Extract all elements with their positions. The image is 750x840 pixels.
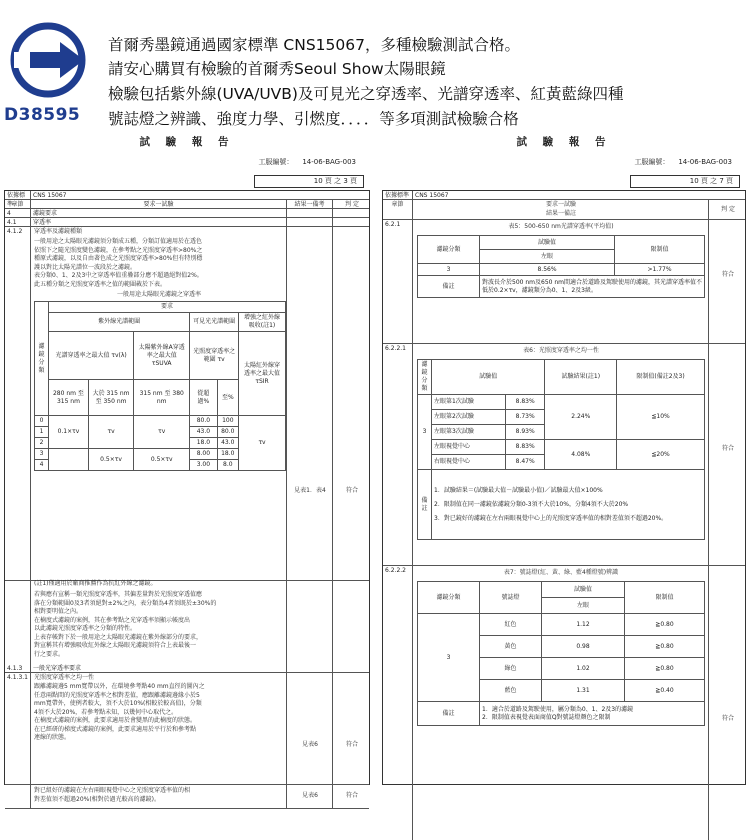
col-uv: 紫外線光譜範圍 bbox=[49, 313, 190, 332]
section-text: 濾鏡要求 bbox=[31, 209, 287, 217]
verdict-value: 符合 bbox=[345, 792, 358, 799]
headline-4: 號誌燈之辨識、強度力學、引燃度．．．．等多項測試檢驗合格 bbox=[108, 110, 519, 128]
classification-paragraph: 一般用途之太陽眼光濾鏡須分類成五種，分類訂值適用於在透色 依照下之隨光照度變色濾鏡，在參考點之光照度穿透率>80%之 種原式濾鏡，以及自由著色成之光照度穿透率>80%但有特別穩 護以對比太陽光譜位一波段於之濾鏡。 表分類0、1、2及3中之穿透率值重疊部分應不超過絕對值2%。 此五種分類之光照度穿透率之值的範圍載於下表。 bbox=[34, 238, 203, 288]
from-cell: 80.0 bbox=[190, 416, 217, 427]
to-cell: 8.0 bbox=[217, 460, 239, 471]
section-label: 章節 bbox=[383, 200, 413, 219]
test-value: 8.83% bbox=[505, 440, 545, 455]
headline-2: 請安心購買有檢驗的首爾秀Seoul Show太陽眼鏡 bbox=[108, 60, 446, 78]
limit-cell: ≦10% bbox=[617, 395, 705, 440]
col-visible: 可見光光譜範圍 bbox=[190, 313, 239, 332]
report-code: 工服編號： 14-06-BAG-003 bbox=[258, 158, 356, 166]
note-label: 備註 bbox=[418, 470, 432, 540]
result-reference: 見表1．表4 bbox=[294, 487, 326, 494]
signal-value: 1.12 bbox=[542, 614, 625, 636]
test-label: 左眼第3次試驗 bbox=[432, 425, 506, 440]
col-tv-range: 光照度穿透率之範圍 τv bbox=[190, 332, 239, 380]
col-class: 濾鏡分類 bbox=[418, 360, 432, 395]
expr-cell: τv bbox=[88, 416, 133, 449]
verdict-value: 符合 bbox=[721, 445, 734, 452]
verdict-label: 判 定 bbox=[721, 206, 735, 213]
table-caption: 表6：光照度穿透率之均一性 bbox=[523, 347, 599, 354]
section-number: 4.1.3.1 bbox=[5, 673, 31, 784]
signal-color: 紅色 bbox=[480, 614, 542, 636]
section-number: 4.1.3 bbox=[5, 664, 31, 672]
test-value: 8.93% bbox=[505, 425, 545, 440]
col-eye: 左眼 bbox=[542, 598, 625, 614]
report-title: 試 驗 報 告 bbox=[516, 136, 612, 148]
class-cell: 3 bbox=[418, 395, 432, 470]
standard-label: 依據標準 bbox=[5, 191, 31, 199]
sub-280: 280 nm 至 315 nm bbox=[49, 380, 89, 416]
from-cell: 43.0 bbox=[190, 427, 217, 438]
to-cell: 18.0 bbox=[217, 449, 239, 460]
signal-limit: ≧0.80 bbox=[625, 614, 705, 636]
col-eye: 左眼 bbox=[480, 250, 615, 264]
standard-value: CNS 15067 bbox=[415, 192, 449, 199]
section-text: 一般光穿透率要求 bbox=[31, 664, 287, 672]
class-cell: 4 bbox=[35, 460, 49, 471]
test-label: 左眼視覺中心 bbox=[432, 440, 506, 455]
section-text: 光照度穿透率之均一性 bbox=[34, 674, 95, 681]
verdict-value: 符合 bbox=[345, 741, 358, 748]
col-class: 濾鏡分類 bbox=[418, 582, 480, 614]
from-cell: 18.0 bbox=[190, 438, 217, 449]
test-value: 8.47% bbox=[505, 455, 545, 470]
section-number: 4.1 bbox=[5, 218, 31, 226]
table-note: (註1)僅適用於廠商推薦作為抗紅外線之濾鏡。 bbox=[34, 580, 157, 587]
to-cell: 43.0 bbox=[217, 438, 239, 449]
sub-380: 315 nm 至 380 nm bbox=[134, 380, 190, 416]
pair-paragraph: 對已組好的濾鏡在左右兩眼視覺中心之光照度穿透率值的相 對差值須不超過20%(相對於過光較高的濾鏡)。 bbox=[34, 787, 191, 803]
result-cell: 2.24% bbox=[545, 395, 617, 440]
signal-value: 0.98 bbox=[542, 636, 625, 658]
col-test: 試驗值 bbox=[542, 582, 625, 598]
requirement-label: 要求一試驗 bbox=[545, 201, 576, 208]
section-number: 6.2.2.2 bbox=[383, 566, 413, 840]
to-cell: 100 bbox=[217, 416, 239, 427]
test-value: 8.73% bbox=[505, 410, 545, 425]
expr-cell: 0.1×τv bbox=[49, 416, 89, 449]
table-caption: 一般用途太陽眼光濾鏡之穿透率 bbox=[116, 291, 201, 298]
col-requirement: 要求 bbox=[49, 302, 286, 313]
class-cell: 0 bbox=[35, 416, 49, 427]
inspection-code: D38595 bbox=[4, 105, 81, 125]
signal-value: 1.02 bbox=[542, 658, 625, 680]
spectral-table bbox=[417, 235, 705, 298]
report-title: 試 驗 報 告 bbox=[139, 136, 235, 148]
sub-to: 至% bbox=[217, 380, 239, 416]
result-label: 結果一備註 bbox=[545, 210, 576, 217]
note-label: 備註 bbox=[418, 702, 480, 726]
note-text: 1．適合於道路及駕駛使用，屬分類為0、1、2及3的濾鏡 2．限制值表視覺表面商值Q對號誌燈顏色之限制 bbox=[480, 702, 705, 726]
test-label: 左眼第2次試驗 bbox=[432, 410, 506, 425]
result-cell: 4.08% bbox=[545, 440, 617, 470]
result-reference: 見表6 bbox=[302, 741, 318, 748]
signal-table bbox=[417, 581, 705, 726]
standard-label: 依據標準 bbox=[383, 191, 413, 199]
expr-cell: τv bbox=[134, 416, 190, 449]
signal-color: 黃色 bbox=[480, 636, 542, 658]
headline-3: 檢驗包括紫外線(UVA/UVB)及可見光之穿透率、光譜穿透率、紅黃藍綠四種 bbox=[108, 85, 624, 103]
standard-value: CNS 15067 bbox=[33, 192, 67, 199]
verdict-value: 符合 bbox=[721, 715, 734, 722]
report-sheet bbox=[4, 190, 370, 803]
report-page-count: 10 頁 之 3 頁 bbox=[254, 175, 364, 188]
test-value: 8.83% bbox=[505, 395, 545, 410]
value-cell: 8.56% bbox=[480, 264, 615, 276]
class-cell: 3 bbox=[418, 264, 480, 276]
col-uva: 太陽紫外線A穿透率之最大值 τSUVA bbox=[134, 332, 190, 380]
deviation-paragraph: 若與應有宣稱一類光照度穿透率，其偏差量對於光照度穿透值應 落在分類範圍0及3者須絕對±2%之內，表分類為4者須既於±30%的 相對要明值之內。 在楠度式濾鏡的案例，其在參考點之光穿透率須顯示帳度出 以此濾鏡光照度穿透率之分類的特性。 上表存帳對下於一般用途之太陽眼光濾鏡在紫外線部分的要求， 對宣稱其有增強吸收紅外線之太陽眼光濾鏡須符合上表最後一 行之要求。 bbox=[34, 591, 217, 658]
transmittance-table bbox=[34, 301, 286, 471]
section-number: 4.1.2 bbox=[5, 227, 31, 580]
signal-limit: ≧0.40 bbox=[625, 680, 705, 702]
col-limit: 限制值 bbox=[615, 236, 705, 264]
col-limit: 限制值 bbox=[625, 582, 705, 614]
signal-limit: ≧0.80 bbox=[625, 658, 705, 680]
col-result: 試驗結果(註1) bbox=[545, 360, 617, 395]
table-caption: 表5：500-650 nm光譜穿透率(平均值) bbox=[508, 223, 614, 230]
class-cell: 3 bbox=[35, 449, 49, 460]
class-cell: 3 bbox=[418, 614, 480, 702]
verdict-value: 符合 bbox=[721, 271, 734, 278]
class-cell: 1 bbox=[35, 427, 49, 438]
section-number: 4 bbox=[5, 209, 31, 217]
from-cell: 8.00 bbox=[190, 449, 217, 460]
col-max-tv: 光譜穿透率之最大值 τv(λ) bbox=[49, 332, 134, 380]
test-label: 左眼第1次試驗 bbox=[432, 395, 506, 410]
signal-color: 綠色 bbox=[480, 658, 542, 680]
from-cell: 3.00 bbox=[190, 460, 217, 471]
result-reference: 見表6 bbox=[302, 792, 318, 799]
col-signal: 號誌燈 bbox=[480, 582, 542, 614]
expr-cell: 0.5×τv bbox=[134, 449, 190, 471]
col-limit: 限制值(備註2及3) bbox=[617, 360, 705, 395]
section-label: 章節 bbox=[5, 200, 31, 208]
note-text: 對波長介於500 nm及650 nm間適合於道路及駕駛使用的濾鏡，其光譜穿透率值不低於0.2×τv，濾鏡類分為0、1、2及3級。 bbox=[480, 276, 705, 298]
section-number: 6.2.1 bbox=[383, 220, 413, 343]
col-ir-max: 太陽紅外線穿透率之最大值 τSIR bbox=[239, 332, 286, 416]
report-page-left bbox=[4, 136, 370, 803]
uniformity-paragraph: 跟離濾鏡邊5 mm寬帶以外，在環境參考點40 mm直徑的圖內之 任意兩點間的光照度穿透率之相對差值，應跟離濾鏡邊緣小於5 mm寬帶外，使例者較大，須不大於10%(相較於較高值)，分類 4須不大於20%，若參考點未知，以幾何中心取代之。 在楠度式濾鏡的案例，此要求適用於會變黑的此楠度的狀態。 在已經研的梯度式濾鏡的案例，此要求適用於平行於和參考點 連線的狀態。 bbox=[34, 683, 205, 741]
headline-1: 首爾秀墨鏡通過國家標準 CNS15067，多種檢驗測試合格。 bbox=[108, 36, 520, 54]
report-code: 工服編號： 14-06-BAG-003 bbox=[634, 158, 732, 166]
uniformity-table bbox=[417, 359, 705, 540]
signal-value: 1.31 bbox=[542, 680, 625, 702]
promo-header bbox=[0, 0, 750, 135]
class-cell: 2 bbox=[35, 438, 49, 449]
expr-cell: τv bbox=[239, 416, 286, 471]
report-page-count: 10 頁 之 7 頁 bbox=[630, 175, 740, 188]
to-cell: 80.0 bbox=[217, 427, 239, 438]
limit-cell: ≦20% bbox=[617, 440, 705, 470]
verdict-label: 判 定 bbox=[345, 201, 359, 208]
section-text: 穿透率 bbox=[31, 218, 287, 226]
col-test: 試驗值 bbox=[432, 360, 545, 395]
col-class: 濾鏡分類 bbox=[35, 302, 49, 416]
limit-cell: >1.77% bbox=[615, 264, 705, 276]
signal-limit: ≧0.80 bbox=[625, 636, 705, 658]
col-ir: 增強之紅外線吸收(註1) bbox=[239, 313, 286, 332]
result-label: 結果一備考 bbox=[287, 200, 333, 208]
section-number: 6.2.2.1 bbox=[383, 344, 413, 565]
test-label: 右眼視覺中心 bbox=[432, 455, 506, 470]
note-text: 1．試驗結果＝(試驗最大值－試驗最小值)／試驗最大值×100% 2．限制值在同一濾鏡依濾鏡分類0-3須不大於10%，分類4須不大於20% 3．對已鏡好的濾鏡在左右兩眼視覺中心上的光照度穿透率值的相對差值須不超過20%。 bbox=[432, 470, 705, 540]
col-result: 試驗值 bbox=[480, 236, 615, 250]
report-page-right bbox=[382, 136, 746, 785]
requirement-label: 要求一試驗 bbox=[31, 200, 287, 208]
sub-315: 大於 315 nm 至 350 nm bbox=[88, 380, 133, 416]
expr-cell: 0.5×τv bbox=[88, 449, 133, 471]
col-class: 濾鏡分類 bbox=[418, 236, 480, 264]
note-label: 備註 bbox=[418, 276, 480, 298]
signal-color: 藍色 bbox=[480, 680, 542, 702]
inspection-mark-icon bbox=[10, 22, 86, 98]
report-sheet bbox=[382, 190, 746, 785]
verdict-value: 符合 bbox=[345, 487, 358, 494]
section-text: 穿透率及濾鏡種類 bbox=[34, 228, 83, 235]
sub-from: 從超過% bbox=[190, 380, 217, 416]
table-caption: 表7：號誌燈(紅、黃、綠、藍4種燈號)辨識 bbox=[503, 569, 619, 576]
